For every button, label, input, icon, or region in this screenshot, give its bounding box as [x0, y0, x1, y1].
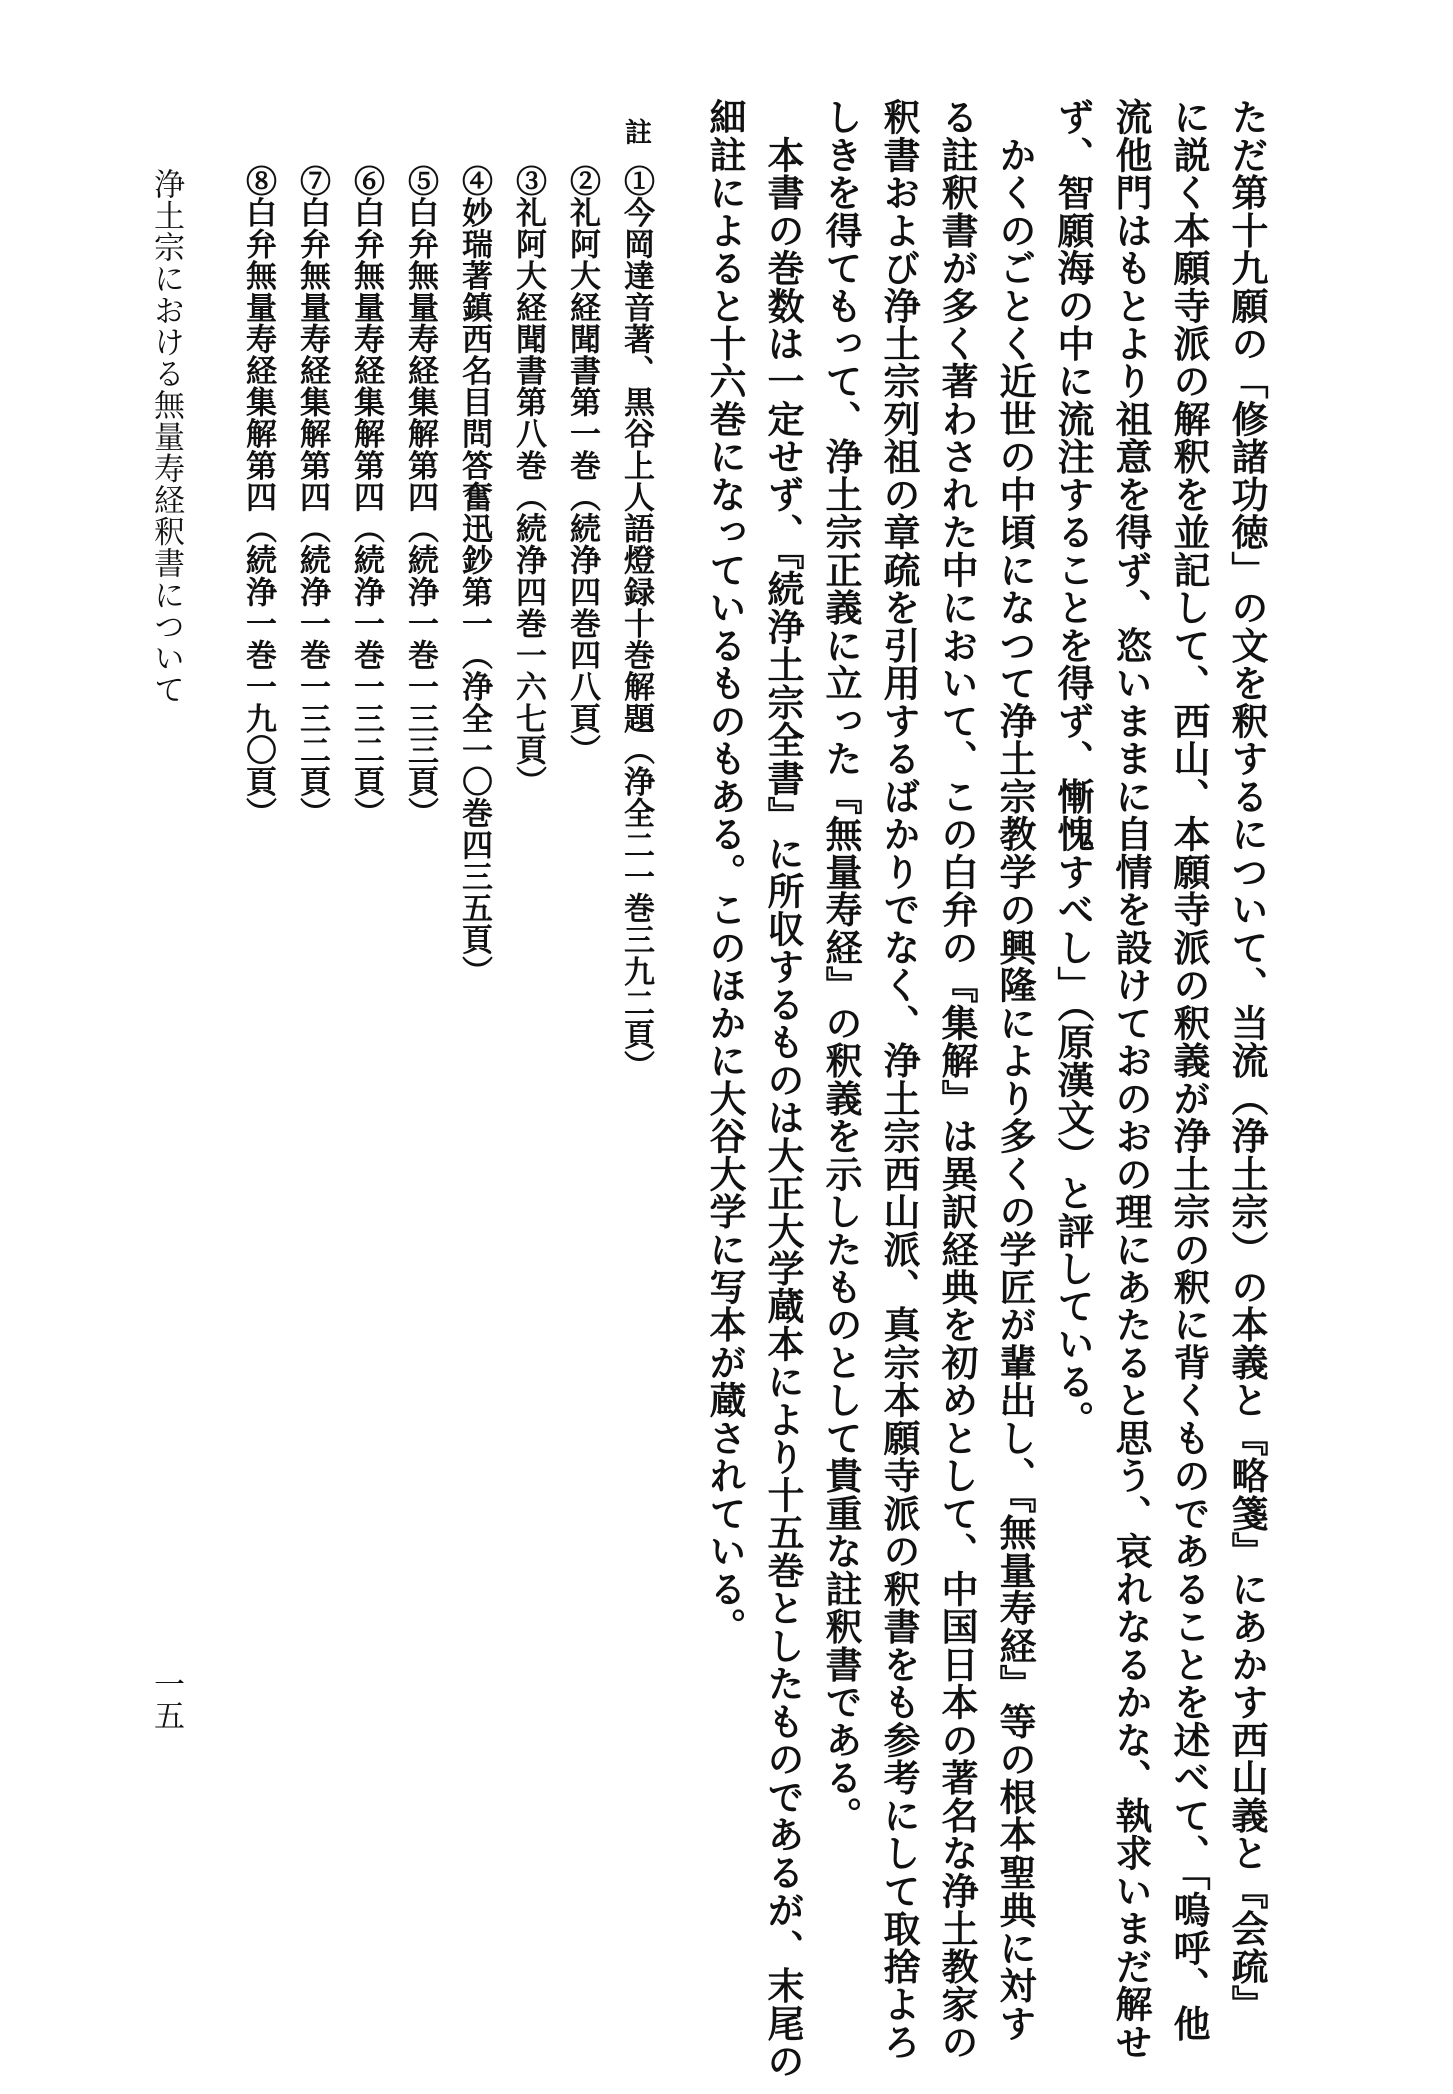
note-item: ⑥白弁無量寿経集解第四（続浄一巻一三二頁） — [348, 165, 384, 830]
notes-label: 註 — [620, 118, 651, 146]
body-text-column: 釈書および浄土宗列祖の章疏を引用するばかりでなく、浄土宗西山派、真宗本願寺派の釈書をも参考にして取捨よろ — [877, 98, 921, 2061]
note-item: ①今岡達音著、黒谷上人語燈録十巻解題（浄全二一巻三九二頁） — [618, 165, 654, 1082]
note-item: ②礼阿大経聞書第一巻（続浄四巻四八頁） — [564, 165, 600, 766]
note-item: ④妙瑞著鎮西名目問答奮迅鈔第一（浄全一〇巻四三五頁） — [456, 165, 492, 988]
body-text-column: に説く本願寺派の解釈を並記して、西山、本願寺派の釈義が浄土宗の釈に背くものであることを述べて、「嗚呼、他 — [1167, 98, 1211, 2042]
body-text-column: 本書の巻数は一定せず、『続浄土宗全書』に所収するものは大正大学蔵本により十五巻としたものであるが、末尾の — [761, 98, 805, 2080]
note-item: ⑤白弁無量寿経集解第四（続浄一巻一三三頁） — [402, 165, 438, 830]
note-item: ⑦白弁無量寿経集解第四（続浄一巻一三二頁） — [294, 165, 330, 830]
body-text-column: ただ第十九願の「修諸功徳」の文を釈するについて、当流（浄土宗）の本義と『略箋』にあかす西山義と『会疏』 — [1225, 98, 1269, 2023]
body-text-column: ず、智願海の中に流注することを得ず、慚愧すべし」（原漢文）と評している。 — [1051, 98, 1095, 1439]
body-text-column: しきを得てもって、浄土宗正義に立った『無量寿経』の釈義を示したものとして貴重な註釈書である。 — [819, 98, 863, 1835]
body-text-column: 細註によると十六巻になっているものもある。このほかに大谷大学に写本が蔵されている。 — [703, 98, 747, 1646]
body-text-column: る註釈書が多く著わされた中において、この白弁の『集解』は異訳経典を初めとして、中国日本の著名な浄土教家の — [935, 98, 979, 2061]
running-title: 浄土宗における無量寿経釈書について — [148, 168, 184, 706]
note-item: ⑧白弁無量寿経集解第四（続浄一巻一九〇頁） — [240, 165, 276, 830]
note-item: ③礼阿大経聞書第八巻（続浄四巻一六七頁） — [510, 165, 546, 798]
body-text-column: かくのごとく近世の中頃になつて浄土宗教学の興隆により多くの学匠が輩出し、『無量寿経』等の根本聖典に対す — [993, 98, 1037, 2042]
body-text-column: 流他門はもとより祖意を得ず、恣いままに自情を設けておのおの理にあたると思う、哀れなるかな、執求いまだ解せ — [1109, 98, 1153, 2061]
page-number: 一五 — [148, 1668, 184, 1732]
